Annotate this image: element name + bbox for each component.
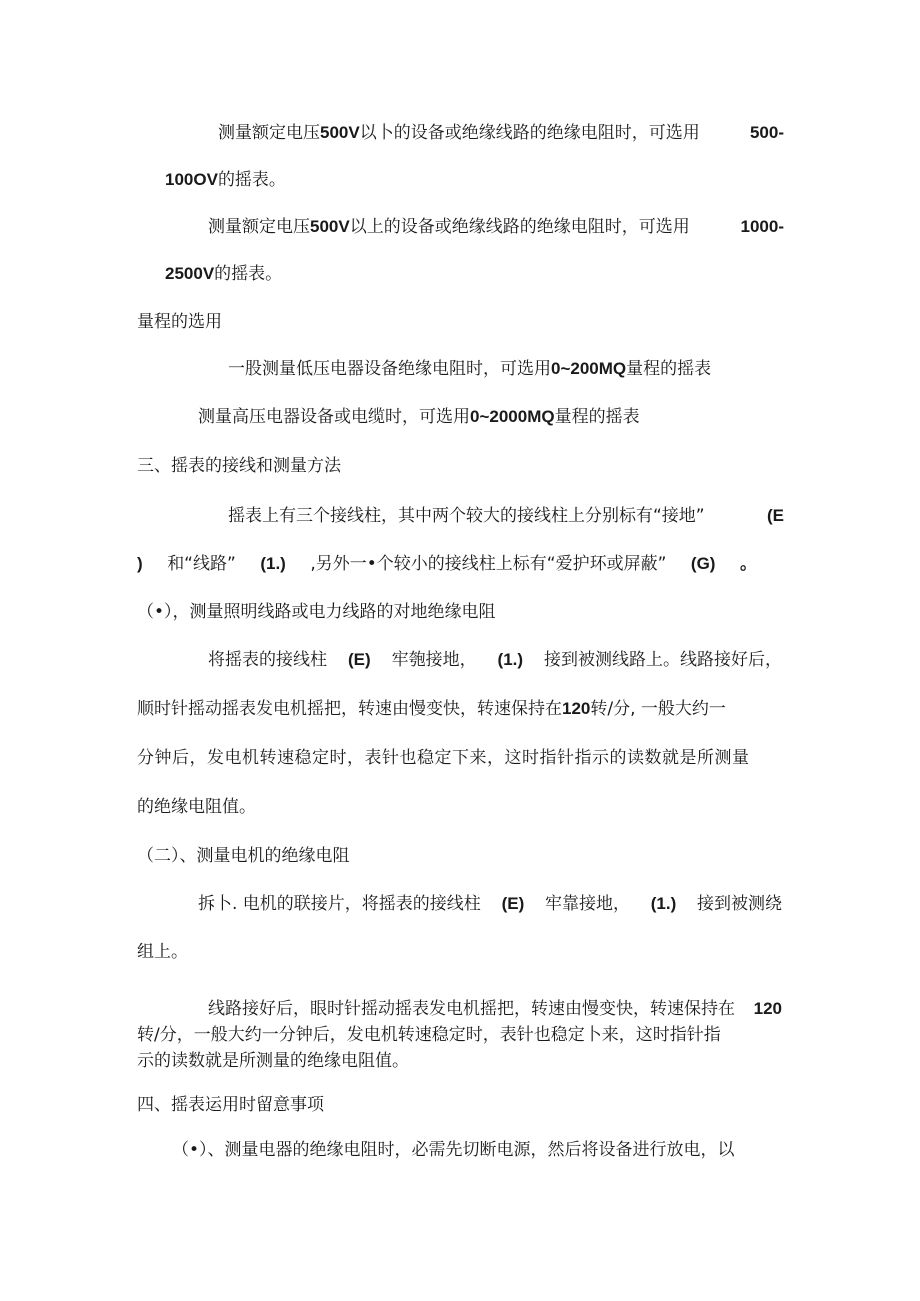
- p8-line3: 示的读数就是所测量的绝缘电阻值。: [137, 1051, 409, 1071]
- p5-line2-text-b: ,另外一•个较小的接线柱上标有“爱护环或屏蔽”: [310, 554, 667, 574]
- p5-line1: [228, 504, 784, 528]
- p6-line1-label-l: (1.): [497, 650, 524, 669]
- p2-line1: [208, 215, 784, 239]
- p6-line1-text-b: 牢匏接地，: [391, 650, 477, 670]
- p8-line1-text: 线路接好后，眼时针摇动摇表发电机摇把，转速由慢变快，转速保持在: [208, 999, 735, 1019]
- p9: （•）、测量电器的绝缘电阻时，必需先切断电源，然后将设备进行放电，以: [172, 1140, 735, 1160]
- heading-range-selection: 量程的选用: [137, 312, 222, 332]
- p5-line2-paren: ): [137, 554, 143, 573]
- p3: 一股测量低压电器设备绝缘电阻时，可选用0~200MQ量程的摇表: [228, 359, 712, 379]
- heading-section-3: 三、摇表的接线和测量方法: [137, 456, 341, 476]
- p7-line1-text-c: 接到被测绕: [696, 894, 782, 914]
- p7-line2: 组上。: [137, 942, 188, 962]
- p7-line1: [198, 892, 782, 916]
- p7-line1-label-l: (1.): [650, 894, 677, 913]
- p6-line2: [137, 697, 782, 721]
- p5-line2-label-g: (G): [690, 554, 716, 573]
- p7-line1-text-a: 拆卜. 电机的联接片，将摇表的接线柱: [198, 894, 481, 914]
- p7-line1-text-b: 牢靠接地，: [544, 894, 630, 914]
- p2-line2: 2500V的摇表。: [165, 264, 283, 284]
- p8-line1: [208, 997, 782, 1021]
- subheading-1: （•），测量照明线路或电力线路的对地绝缘电阻: [137, 602, 496, 622]
- p8-line1-value: 120: [753, 999, 782, 1018]
- p8-line2: 转/分，一般大约一分钟后，发电机转速稳定时，表针也稳定卜来，这时指针指: [137, 1025, 721, 1045]
- p5-line1-text: 摇表上有三个接线柱，其中两个较大的接线柱上分别标有“接地”: [228, 506, 705, 526]
- p6-line1-text-c: 接到被测线路上。线路接好后，: [543, 650, 782, 670]
- p6-line1-text-a: 将摇表的接线柱: [208, 650, 327, 670]
- p4: 测量高压电器设备或电缆时，可选用0~2000MQ量程的摇表: [198, 407, 640, 427]
- p6-line1-label-e: (E): [347, 650, 371, 669]
- p1-line1: [218, 121, 784, 145]
- p1-line1-value: 500-: [749, 123, 784, 142]
- p5-line2-text-a: 和“线路”: [167, 554, 236, 574]
- p6-line3: 分钟后，发电机转速稳定时，表针也稳定下来，这时指针指示的读数就是所测量: [137, 748, 750, 768]
- p5-line2-period: 。: [739, 554, 757, 573]
- p6-line2-text: 顺时针摇动摇表发电机摇把，转速由慢变快，转速保持在120转/分, 一般大约一: [137, 699, 726, 719]
- heading-section-4: 四、摇表运用时留意事项: [137, 1095, 324, 1115]
- p6-line1: [208, 648, 782, 672]
- p2-line1-value: 1000-: [740, 217, 784, 236]
- subheading-2: （二）、测量电机的绝缘电阻: [137, 846, 350, 866]
- p6-line4: 的绝缘电阻值。: [137, 797, 256, 817]
- p1-line1-text: 测量额定电压500V以卜的设备或绝缘线路的绝缘电阻时，可选用: [218, 123, 700, 143]
- p7-line1-label-e: (E): [501, 894, 525, 913]
- p5-line2-label-l: (1.): [260, 554, 286, 573]
- p5-line1-label: (E: [767, 506, 784, 525]
- p1-line2: 100OV的摇表。: [165, 170, 286, 190]
- p5-line2: [137, 552, 757, 576]
- p2-line1-text: 测量额定电压500V以上的设备或绝缘线路的绝缘电阻时，可选用: [208, 217, 690, 237]
